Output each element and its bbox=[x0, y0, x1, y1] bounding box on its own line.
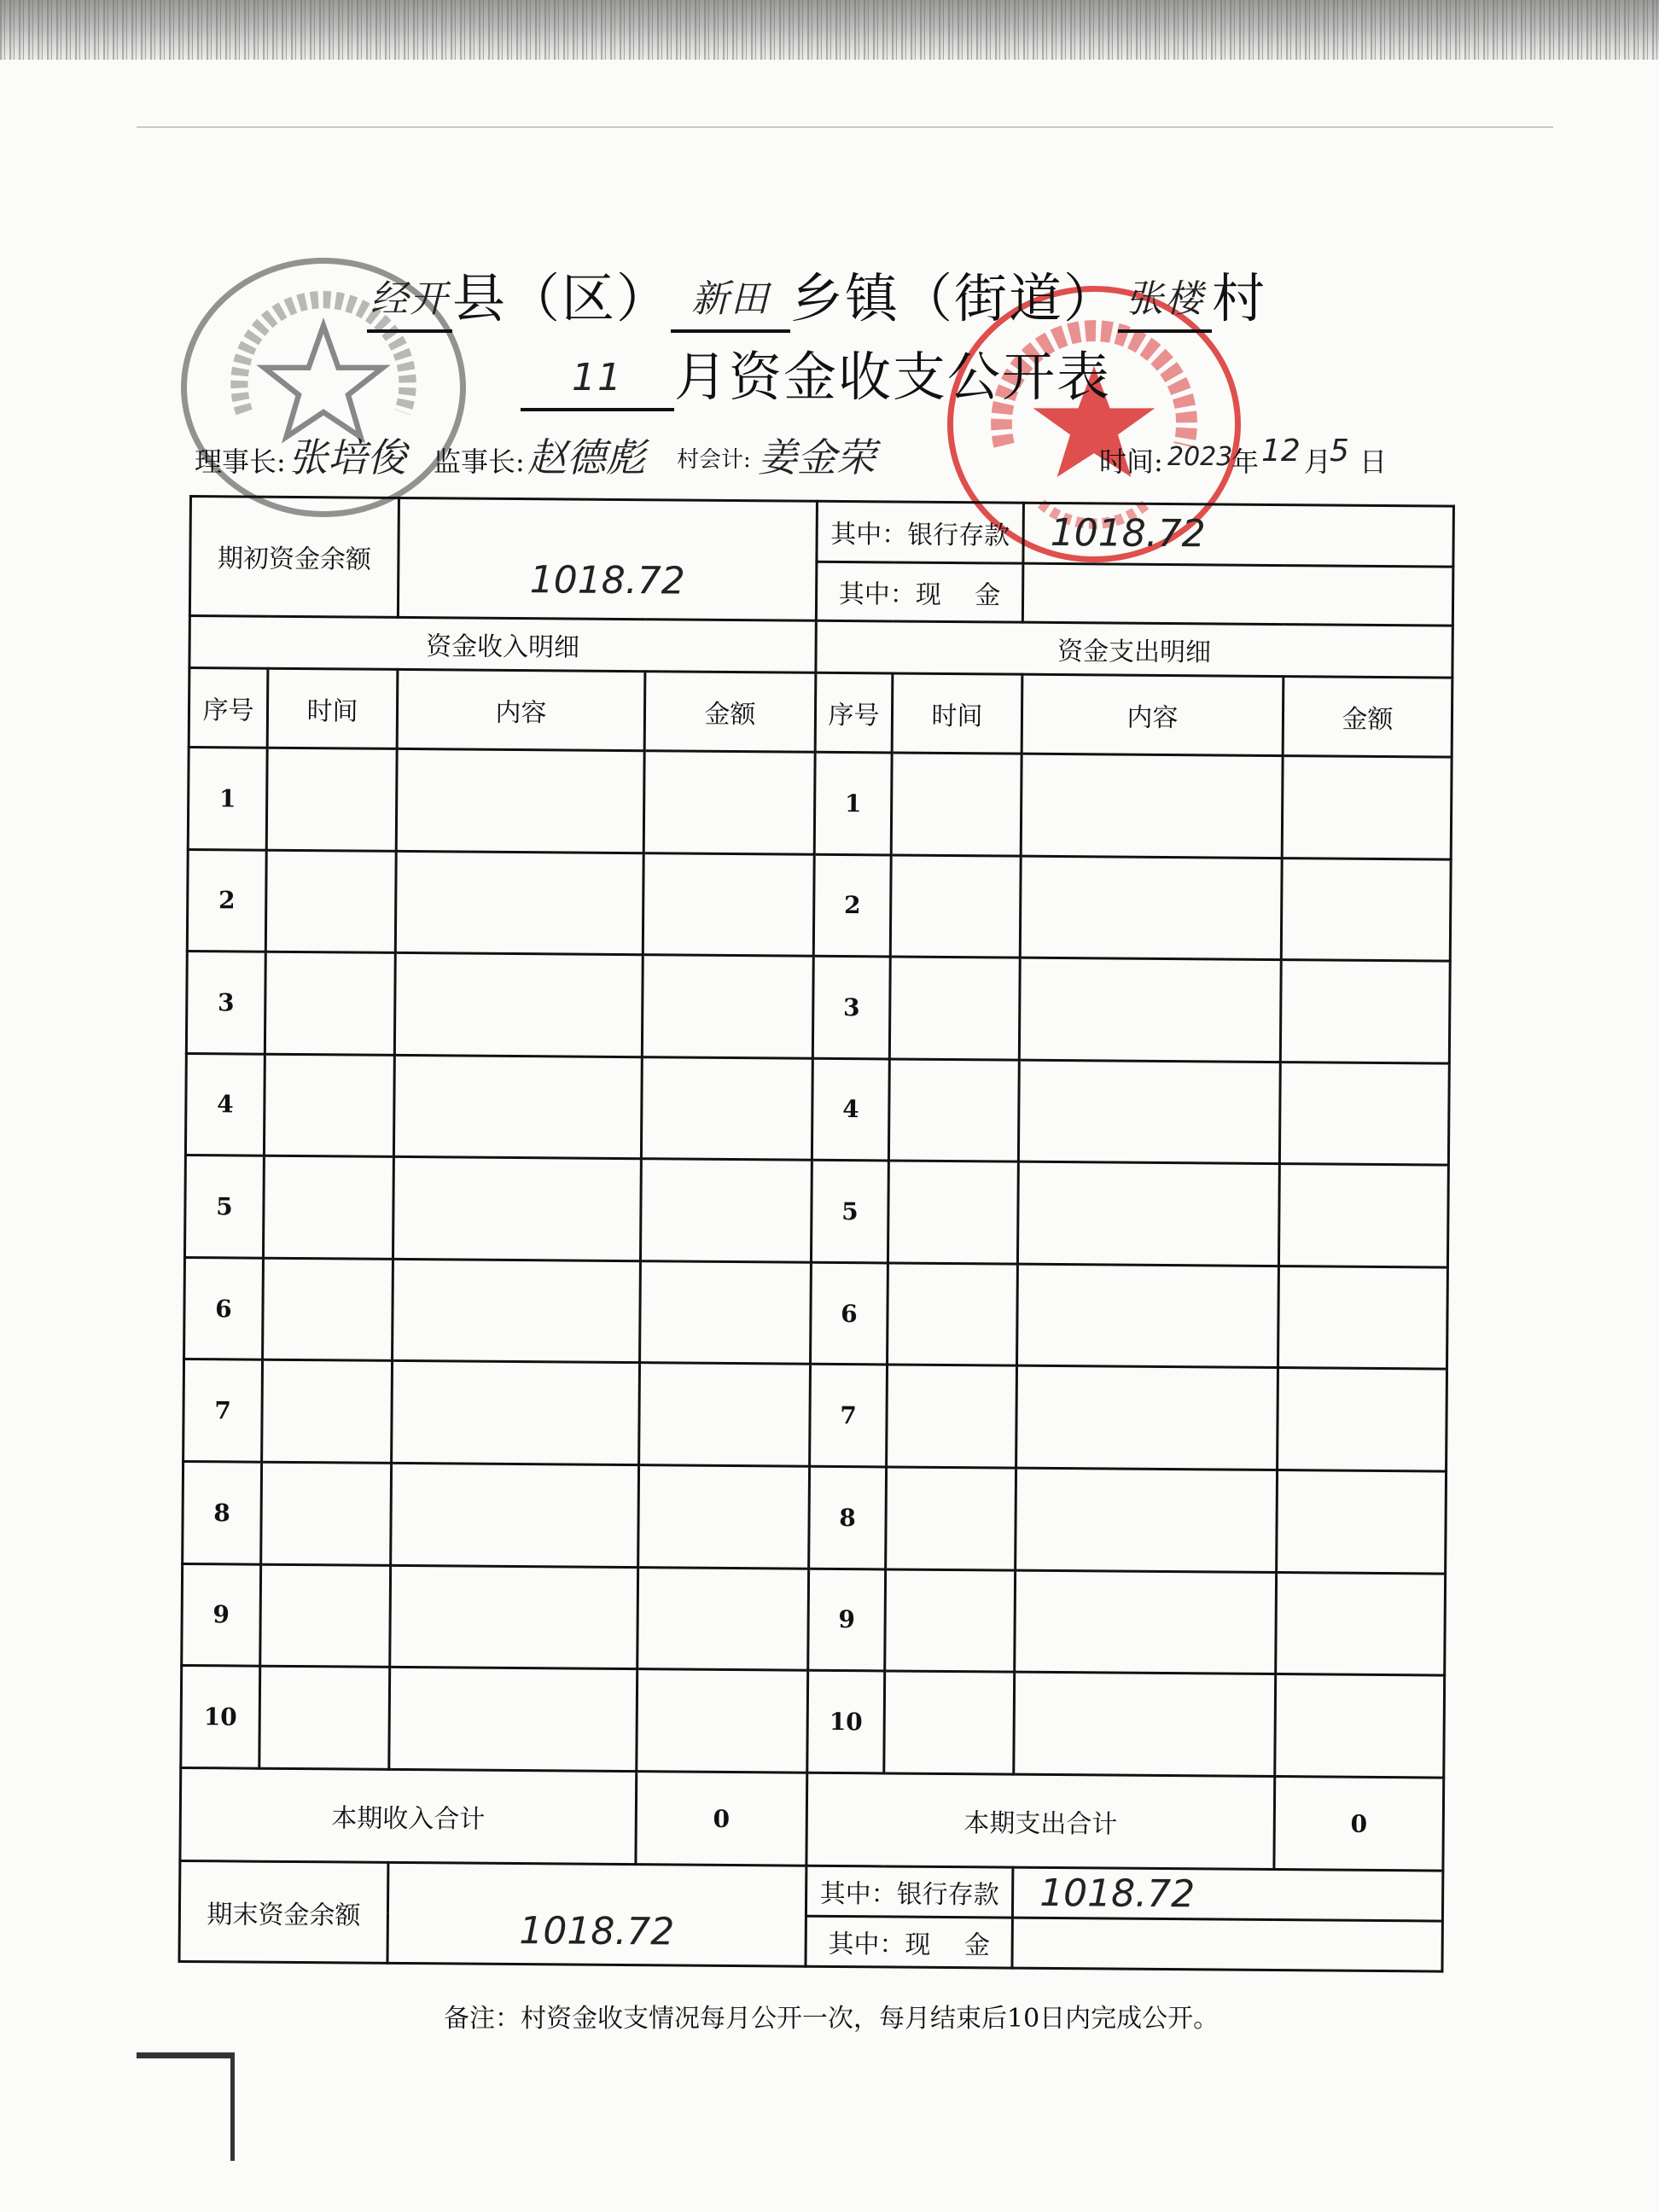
income-time-cell bbox=[264, 1054, 394, 1157]
expense-amount-cell bbox=[1281, 858, 1451, 961]
income-amount-cell bbox=[643, 751, 815, 854]
table-row bbox=[182, 1563, 1446, 1675]
expense-amount-cell bbox=[1276, 1572, 1446, 1675]
expense-time-cell bbox=[884, 1671, 1015, 1774]
expense-amount-cell bbox=[1280, 960, 1450, 1063]
month-handwritten: 11 bbox=[572, 356, 623, 399]
time-label: 时间: bbox=[1099, 445, 1163, 478]
expense-content-cell bbox=[1019, 958, 1281, 1062]
table-row bbox=[184, 1155, 1448, 1267]
income-total-value: 0 bbox=[636, 1772, 807, 1866]
income-content-cell bbox=[391, 1463, 639, 1567]
accountant-label: 村会计: bbox=[677, 447, 751, 473]
expense-row-number: 6 bbox=[811, 1262, 888, 1365]
income-row-number: 8 bbox=[183, 1462, 262, 1564]
opening-label: 期初资金余额 bbox=[189, 497, 399, 618]
income-amount-cell bbox=[638, 1465, 810, 1569]
expense-amount-cell bbox=[1278, 1164, 1448, 1267]
expense-content-cell bbox=[1018, 1060, 1280, 1164]
expense-content-cell bbox=[1021, 754, 1283, 858]
closing-label: 期末资金余额 bbox=[179, 1861, 388, 1964]
income-row-number: 2 bbox=[187, 849, 266, 952]
expense-row-number: 1 bbox=[814, 752, 892, 854]
expense-time-cell bbox=[888, 1059, 1019, 1162]
expense-amount-cell bbox=[1275, 1674, 1445, 1778]
closing-bank-value: 1018.72 bbox=[1012, 1867, 1442, 1921]
expense-content-cell bbox=[1015, 1570, 1277, 1674]
expense-col-time: 时间 bbox=[892, 673, 1022, 754]
village-blank bbox=[1118, 267, 1212, 333]
income-content-cell bbox=[390, 1565, 638, 1669]
table-row bbox=[183, 1462, 1447, 1574]
income-row-number: 10 bbox=[181, 1666, 260, 1768]
income-amount-cell bbox=[639, 1363, 811, 1466]
expense-col-amount: 金额 bbox=[1283, 676, 1452, 757]
income-amount-cell bbox=[637, 1669, 808, 1773]
income-content-cell bbox=[394, 953, 643, 1057]
supervisor-label: 监事长: bbox=[434, 445, 525, 478]
expense-col-content: 内容 bbox=[1022, 674, 1284, 756]
month-blank bbox=[521, 346, 674, 411]
village-suffix: 村 bbox=[1212, 267, 1267, 329]
expense-col-seq: 序号 bbox=[815, 672, 893, 753]
expense-time-cell bbox=[888, 1161, 1018, 1264]
income-total-label: 本期收入合计 bbox=[180, 1767, 637, 1865]
expense-time-cell bbox=[891, 753, 1022, 856]
table-row bbox=[184, 1257, 1448, 1369]
expense-content-cell bbox=[1017, 1264, 1279, 1368]
expense-row-number: 5 bbox=[811, 1161, 888, 1263]
town-blank bbox=[671, 267, 790, 333]
income-col-time: 时间 bbox=[267, 668, 398, 748]
income-time-cell bbox=[262, 1360, 393, 1464]
income-time-cell bbox=[261, 1462, 392, 1565]
title-line-2 bbox=[521, 335, 1111, 411]
expense-amount-cell bbox=[1278, 1266, 1448, 1369]
income-time-cell bbox=[263, 1155, 393, 1259]
income-time-cell bbox=[265, 952, 395, 1055]
income-amount-cell bbox=[637, 1567, 809, 1670]
accountant-signature: 姜金荣 bbox=[758, 434, 876, 480]
closing-total: 1018.72 bbox=[387, 1863, 806, 1967]
table-row bbox=[183, 1359, 1447, 1471]
time-day-suffix: 日 bbox=[1359, 445, 1388, 478]
income-row-number: 9 bbox=[182, 1563, 261, 1666]
expense-section-title: 资金支出明细 bbox=[816, 620, 1452, 678]
expense-amount-cell bbox=[1278, 1368, 1447, 1471]
expense-total-label: 本期支出合计 bbox=[806, 1773, 1275, 1870]
income-amount-cell bbox=[640, 1159, 812, 1262]
income-row-number: 7 bbox=[183, 1359, 263, 1462]
income-time-cell bbox=[263, 1258, 393, 1361]
income-content-cell bbox=[393, 1259, 641, 1363]
opening-total: 1018.72 bbox=[398, 498, 817, 620]
totals-row bbox=[180, 1767, 1444, 1871]
closing-cash-label: 其中：现 金 bbox=[806, 1916, 1012, 1968]
chairman-label: 理事长: bbox=[195, 445, 286, 478]
opening-bank-label: 其中：银行存款 bbox=[817, 501, 1024, 563]
opening-cash-label: 其中：现 金 bbox=[816, 562, 1023, 622]
expense-row-number: 4 bbox=[812, 1058, 889, 1161]
time-year-suffix: 年 bbox=[1231, 445, 1260, 478]
table-row bbox=[187, 849, 1451, 961]
expense-time-cell bbox=[889, 957, 1020, 1060]
table-row bbox=[185, 1053, 1449, 1165]
expense-total-value: 0 bbox=[1274, 1776, 1444, 1871]
closing-bank-label: 其中：银行存款 bbox=[806, 1866, 1012, 1918]
income-col-seq: 序号 bbox=[189, 667, 268, 748]
table-row bbox=[181, 1666, 1445, 1778]
closing-bank-row bbox=[179, 1861, 1442, 1921]
opening-bank-row bbox=[190, 497, 1454, 568]
expense-time-cell bbox=[887, 1365, 1017, 1468]
county-handwritten: 经开 bbox=[370, 277, 449, 321]
expense-amount-cell bbox=[1279, 1062, 1449, 1165]
income-content-cell bbox=[393, 1055, 642, 1159]
funds-table bbox=[178, 495, 1454, 1973]
expense-content-cell bbox=[1016, 1468, 1278, 1572]
closing-cash-value bbox=[1012, 1918, 1442, 1971]
time-day-handwritten: 5 bbox=[1330, 434, 1349, 469]
expense-row-number: 10 bbox=[807, 1670, 885, 1773]
supervisor-signature: 赵德彪 bbox=[527, 434, 645, 480]
scan-noise-band bbox=[0, 0, 1659, 60]
income-col-content: 内容 bbox=[397, 669, 645, 751]
town-suffix: 乡镇（街道） bbox=[790, 267, 1119, 329]
expense-time-cell bbox=[888, 1263, 1018, 1366]
expense-amount-cell bbox=[1277, 1470, 1447, 1574]
income-time-cell bbox=[260, 1564, 391, 1668]
income-content-cell bbox=[396, 748, 644, 853]
expense-time-cell bbox=[890, 854, 1021, 958]
scan-artifact-line bbox=[137, 126, 1553, 128]
village-handwritten: 张楼 bbox=[1126, 277, 1205, 321]
expense-amount-cell bbox=[1282, 755, 1452, 859]
income-row-number: 3 bbox=[186, 952, 265, 1054]
income-amount-cell bbox=[640, 1261, 812, 1365]
expense-row-number: 8 bbox=[809, 1466, 887, 1569]
opening-bank-value: 1018.72 bbox=[1023, 503, 1454, 567]
income-content-cell bbox=[395, 851, 643, 955]
scan-edge-mark bbox=[137, 2052, 235, 2161]
expense-row-number: 2 bbox=[813, 854, 891, 957]
expense-row-number: 9 bbox=[808, 1569, 886, 1671]
table-row bbox=[186, 952, 1450, 1063]
income-content-cell bbox=[389, 1668, 637, 1772]
income-amount-cell bbox=[641, 1057, 812, 1160]
title-line-1 bbox=[367, 256, 1266, 333]
time-month-handwritten: 12 bbox=[1261, 434, 1301, 469]
income-amount-cell bbox=[643, 853, 814, 956]
income-col-amount: 金额 bbox=[644, 671, 816, 752]
income-amount-cell bbox=[642, 955, 813, 1058]
income-row-number: 4 bbox=[185, 1053, 265, 1155]
expense-content-cell bbox=[1020, 856, 1282, 960]
expense-time-cell bbox=[885, 1569, 1016, 1673]
town-handwritten: 新田 bbox=[691, 277, 771, 321]
chairman-signature: 张培俊 bbox=[288, 434, 406, 480]
income-row-number: 1 bbox=[188, 747, 267, 849]
income-content-cell bbox=[393, 1157, 641, 1261]
table-title: 月资金收支公开表 bbox=[674, 346, 1112, 408]
time-month-suffix: 月 bbox=[1304, 445, 1332, 478]
expense-time-cell bbox=[886, 1467, 1016, 1570]
expense-content-cell bbox=[1017, 1161, 1279, 1266]
income-section-title: 资金收入明细 bbox=[189, 615, 816, 672]
table-row bbox=[188, 747, 1452, 859]
expense-row-number: 7 bbox=[810, 1365, 888, 1467]
column-header-row bbox=[189, 667, 1452, 757]
income-row-number: 5 bbox=[184, 1155, 264, 1258]
income-time-cell bbox=[259, 1666, 390, 1769]
expense-content-cell bbox=[1014, 1672, 1276, 1776]
signature-row bbox=[195, 434, 1406, 485]
county-suffix: 县（区） bbox=[452, 267, 672, 329]
expense-row-number: 3 bbox=[812, 956, 890, 1058]
income-time-cell bbox=[265, 850, 396, 953]
income-content-cell bbox=[392, 1361, 640, 1465]
time-year-handwritten: 2023 bbox=[1167, 442, 1233, 472]
expense-content-cell bbox=[1016, 1366, 1278, 1470]
income-time-cell bbox=[266, 748, 397, 851]
footer-note: 备注：村资金收支情况每月公开一次，每月结束后10日内完成公开。 bbox=[444, 2004, 1220, 2034]
income-row-number: 6 bbox=[184, 1257, 264, 1359]
opening-cash-value bbox=[1022, 563, 1453, 626]
county-blank bbox=[367, 267, 452, 333]
